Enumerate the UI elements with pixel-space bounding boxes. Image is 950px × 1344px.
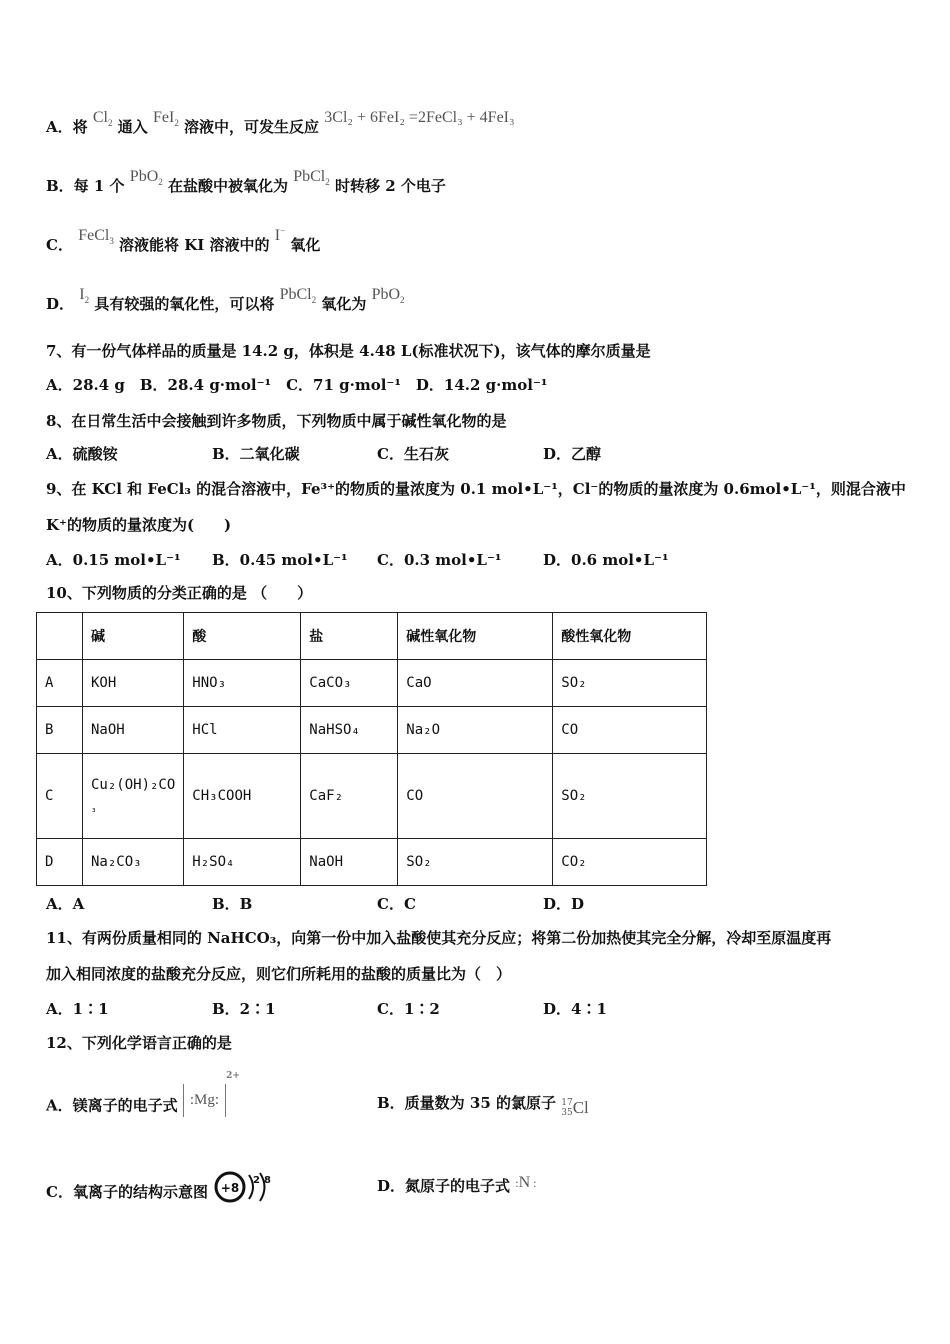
q8-stem: 8、在日常生活中会接触到许多物质，下列物质中属于碱性氧化物的是 bbox=[46, 412, 507, 430]
q11-stem-line1: 11、有两份质量相同的 NaHCO₃，向第一份中加入盐酸使其充分反应；将第二份加热使其完全分解，冷却至原温度再 bbox=[46, 929, 832, 947]
table-cell: KOH bbox=[83, 660, 184, 707]
table-cell: CO bbox=[553, 707, 707, 754]
formula: PbCl$_2$ bbox=[293, 168, 330, 188]
table-row bbox=[37, 839, 707, 886]
q9-option-d[interactable]: D．0.6 mol•L⁻¹ bbox=[543, 551, 669, 569]
q11-option-b[interactable]: B．2∶1 bbox=[212, 1000, 276, 1018]
table-cell: D bbox=[37, 839, 83, 886]
q10-option-d[interactable]: D．D bbox=[543, 895, 585, 913]
q12-option-c[interactable]: C．氧离子的结构示意图 +8 2 8 bbox=[46, 1175, 277, 1211]
q12-option-b[interactable]: B．质量数为 35 的氯原子 17 35 Cl bbox=[377, 1094, 589, 1118]
q8-option-d[interactable]: D．乙醇 bbox=[543, 445, 602, 463]
table-cell: A bbox=[37, 660, 83, 707]
shell-2-count: 8 bbox=[264, 1175, 272, 1186]
formula: FeCl$_3$ bbox=[78, 227, 114, 247]
chlorine-isotope: 17 35 Cl bbox=[561, 1098, 589, 1118]
table-header-cell: 酸性氧化物 bbox=[553, 613, 707, 660]
formula: PbCl$_2$ bbox=[279, 286, 317, 306]
table-cell: SO₂ bbox=[553, 754, 707, 839]
table-cell: CaCO₃ bbox=[301, 660, 398, 707]
q6-option-b[interactable]: B．每 1 个 PbO$_2$ 在盐酸中被氧化为 PbCl$_2$ 时转移 2 个电子 bbox=[46, 168, 446, 195]
mg-ion-electron-formula: :Mg:$^{2+}$ bbox=[183, 1084, 240, 1117]
q12-stem: 12、下列化学语言正确的是 bbox=[46, 1034, 232, 1052]
table-cell: H₂SO₄ bbox=[184, 839, 301, 886]
formula: PbO$_2$ bbox=[129, 168, 163, 188]
classification-table bbox=[36, 612, 707, 886]
q9-option-b[interactable]: B．0.45 mol•L⁻¹ bbox=[212, 551, 348, 569]
table-header-cell: 酸 bbox=[184, 613, 301, 660]
table-cell: CO₂ bbox=[553, 839, 707, 886]
q11-option-a[interactable]: A．1∶1 bbox=[46, 1000, 109, 1018]
formula: FeI$_2$ bbox=[152, 109, 179, 129]
table-cell: HNO₃ bbox=[184, 660, 301, 707]
q9-option-c[interactable]: C．0.3 mol•L⁻¹ bbox=[377, 551, 502, 569]
q11-option-d[interactable]: D．4∶1 bbox=[543, 1000, 607, 1018]
formula: $Cl_2$ bbox=[92, 109, 113, 129]
oxygen-ion-structure-diagram bbox=[213, 1169, 277, 1205]
table-cell: SO₂ bbox=[553, 660, 707, 707]
q9-option-a[interactable]: A．0.15 mol•L⁻¹ bbox=[46, 551, 181, 569]
table-cell: NaOH bbox=[83, 707, 184, 754]
formula: I− bbox=[274, 225, 286, 244]
table-cell: SO₂ bbox=[398, 839, 553, 886]
table-header-row bbox=[37, 613, 707, 660]
table-row bbox=[37, 754, 707, 839]
q8-option-b[interactable]: B．二氧化碳 bbox=[212, 445, 300, 463]
q6-option-a[interactable]: A．将 $Cl_2$ 通入 FeI$_2$ 溶液中，可发生反应 3Cl₂ + 6FeI₂ =2FeCl₃ + 4FeI₃ bbox=[46, 109, 515, 136]
table-cell: B bbox=[37, 707, 83, 754]
q8-option-c[interactable]: C．生石灰 bbox=[377, 445, 449, 463]
nucleus-charge: +8 bbox=[220, 1181, 240, 1195]
q7-stem: 7、有一份气体样品的质量是 14.2 g，体积是 4.48 L(标准状况下)，该气体的摩尔质量是 bbox=[46, 342, 651, 360]
table-cell: Na₂CO₃ bbox=[83, 839, 184, 886]
q12-option-a[interactable]: A．镁离子的电子式 :Mg:$^{2+}$ bbox=[46, 1090, 240, 1123]
table-cell: NaOH bbox=[301, 839, 398, 886]
reaction-equation: 3Cl₂ + 6FeI₂ =2FeCl₃ + 4FeI₃ bbox=[324, 109, 515, 126]
shell-1-count: 2 bbox=[253, 1175, 261, 1186]
q9-stem-line2: K⁺的物质的量浓度为( ) bbox=[46, 516, 232, 534]
q8-option-a[interactable]: A．硫酸铵 bbox=[46, 445, 118, 463]
q11-option-c[interactable]: C．1∶2 bbox=[377, 1000, 440, 1018]
nitrogen-electron-formula: :N : bbox=[515, 1174, 537, 1191]
table-cell: NaHSO₄ bbox=[301, 707, 398, 754]
formula: PbO$_2$ bbox=[371, 286, 405, 306]
q12-option-d[interactable]: D．氮原子的电子式 :N : bbox=[377, 1174, 537, 1195]
table-cell: CaF₂ bbox=[301, 754, 398, 839]
table-cell: Cu₂(OH)₂CO ₃ bbox=[83, 754, 184, 839]
table-row bbox=[37, 707, 707, 754]
table-cell: C bbox=[37, 754, 83, 839]
table-cell: HCl bbox=[184, 707, 301, 754]
q10-stem: 10、下列物质的分类正确的是 （ ） bbox=[46, 584, 313, 602]
q9-stem-line1: 9、在 KCl 和 FeCl₃ 的混合溶液中，Fe³⁺的物质的量浓度为 0.1 mol•L⁻¹，Cl⁻的物质的量浓度为 0.6mol•L⁻¹，则混合液中 bbox=[46, 480, 906, 498]
q10-option-a[interactable]: A．A bbox=[46, 895, 85, 913]
table-header-cell: 盐 bbox=[301, 613, 398, 660]
table-cell: CO bbox=[398, 754, 553, 839]
q6-option-d[interactable]: D． $I_2$ 具有较强的氧化性，可以将 PbCl$_2$ 氧化为 PbO$_2$ bbox=[46, 286, 405, 313]
table-header-cell: 碱 bbox=[83, 613, 184, 660]
table-header-cell: 碱性氧化物 bbox=[398, 613, 553, 660]
q7-options[interactable]: A．28.4 g B．28.4 g·mol⁻¹ C．71 g·mol⁻¹ D．14.2 g·mol⁻¹ bbox=[46, 376, 548, 394]
table-cell: Na₂O bbox=[398, 707, 553, 754]
table-header-cell bbox=[37, 613, 83, 660]
q10-option-b[interactable]: B．B bbox=[212, 895, 253, 913]
table-cell: CH₃COOH bbox=[184, 754, 301, 839]
table-row bbox=[37, 660, 707, 707]
q11-stem-line2: 加入相同浓度的盐酸充分反应，则它们所耗用的盐酸的质量比为（ ） bbox=[46, 965, 512, 983]
q6-option-c[interactable]: C． FeCl$_3$ 溶液能将 KI 溶液中的 I− 氧化 bbox=[46, 225, 321, 254]
q10-option-c[interactable]: C．C bbox=[377, 895, 416, 913]
formula: $I_2$ bbox=[79, 286, 90, 306]
table-cell: CaO bbox=[398, 660, 553, 707]
